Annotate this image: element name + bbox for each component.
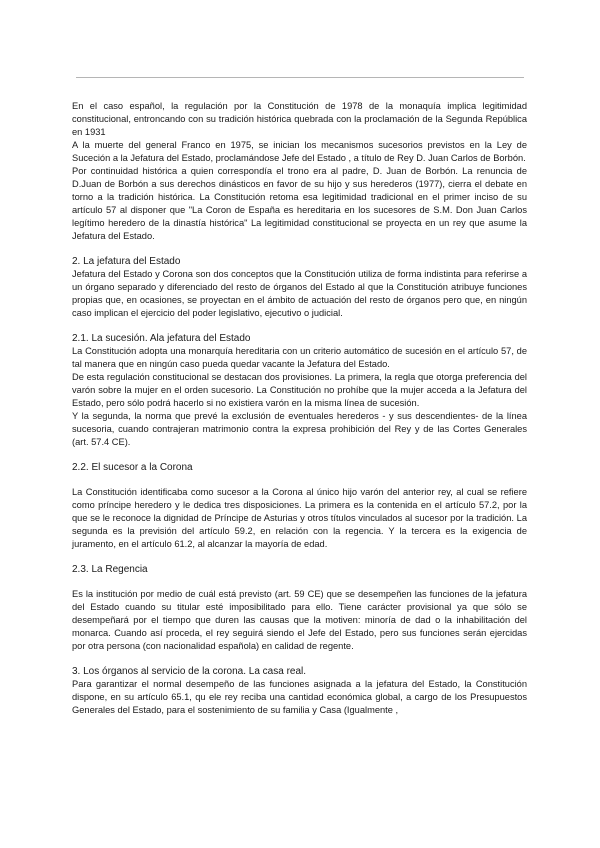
section-heading-2: 2. La jefatura del Estado xyxy=(72,256,181,267)
header-rule xyxy=(76,77,524,78)
section-heading-2-3: 2.3. La Regencia xyxy=(72,564,148,575)
section-2-1-paragraph-3: Y la segunda, la norma que prevé la exclusión de eventuales herederos - y sus descendientes- de la línea sucesoria, cuando contrajeran matrimonio contra la expresa prohibición del Rey y de las Cortes Generales (art. 57.4 CE). xyxy=(72,411,527,447)
section-heading-2-1: 2.1. La sucesión. Ala jefatura del Estado xyxy=(72,333,251,344)
section-heading-3: 3. Los órganos al servicio de la corona. La casa real. xyxy=(72,666,307,677)
section-2-1-paragraph-2: De esta regulación constitucional se destacan dos provisiones. La primera, la regla que otorga preferencia del varón sobre la mujer en el orden sucesorio. La Constitución no prohíbe que la mujer acceda a la Jefatura del Estado, pero sólo podrá hacerlo si no existiera varón en la misma línea de sucesión. xyxy=(72,372,527,408)
intro-paragraph-3: Por continuidad histórica a quien correspondía el trono era al padre, D. Juan de Borbón. La renuncia de D.Juan de Borbón a sus derechos dinásticos en favor de su hijo y sus herederos (1977), cierra el debate en torno a la tradición histórica. La Constitución retoma esa legitimidad tradicional en el primer inciso de su artículo 57 al disponer que "La Coron de España es hereditaria en los sucesores de S.M. Don Juan Carlos legítimo heredero de la dinastía histórica" La legitimidad constitucional se proyecta en un rey que asume la Jefatura del Estado. xyxy=(72,166,527,241)
intro-paragraph-1: En el caso español, la regulación por la Constitución de 1978 de la monaquía implica legitimidad constitucional, entroncando con su tradición histórica quebrada con la proclamación de la Segunda República en 1931 xyxy=(72,101,527,137)
section-2-2-paragraph-1: La Constitución identificaba como sucesor a la Corona al único hijo varón del anterior rey, al cual se refiere como príncipe heredero y le dedica tres disposiciones. La primera es la contenida en el artículo 57.2, por la que se le reconoce la dignidad de Príncipe de Asturias y otros títulos vinculados al sucesor por la tradición. La segunda es la previsión del artículo 59.2, en relación con la regencia. Y la tercera es la exigencia de juramento, en el artículo 61.2, al alcanzar la mayoría de edad. xyxy=(72,487,527,549)
section-2-3-paragraph-1: Es la institución por medio de cuál está previsto (art. 59 CE) que se desempeñen las funciones de la jefatura del Estado cuando su titular esté imposibilitado para ello. Tiene carácter provisional ya que sólo se desempeñará por el tiempo que duren las causas que la motiven: minoría de dad o la inhabilitación del monarca. Cuando así proceda, el rey seguirá siendo el Jefe del Estado, pero sus funciones serán ejercidas por otra persona (con nacionalidad española) en calidad de regente. xyxy=(72,589,527,651)
intro-paragraph-2: A la muerte del general Franco en 1975, se inician los mecanismos sucesorios previstos en la Ley de Suceción a la Jefatura del Estado, proclamándose Jefe del Estado , a título de Rey D. Juan Carlos de Borbón. xyxy=(72,140,527,163)
section-heading-2-2: 2.2. El sucesor a la Corona xyxy=(72,462,193,473)
section-3-paragraph-1: Para garantizar el normal desempeño de las funciones asignada a la jefatura del Estado, la Constitución dispone, en su artículo 65.1, qu ele rey reciba una cantidad económica global, a cargo de los Presupuestos Generales del Estado, para el sostenimiento de su familia y Casa (Igualmente , xyxy=(72,679,527,715)
section-2-1-paragraph-1: La Constitución adopta una monarquía hereditaria con un criterio automático de sucesión en el artículo 57, de tal manera que en ningún caso pueda quedar vacante la Jefatura del Estado. xyxy=(72,346,527,369)
document-body xyxy=(72,100,527,717)
section-2-paragraph-1: Jefatura del Estado y Corona son dos conceptos que la Constitución utiliza de forma indistinta para referirse a un órgano separado y diferenciado del resto de órganos del Estado al que la Constitución atribuye funciones propias que, en ocasiones, se proyectan en el ámbito de actuación del resto de órganos pero que, en ningún caso implican el ejercicio del poder legislativo, ejecutivo o judicial. xyxy=(72,269,527,318)
